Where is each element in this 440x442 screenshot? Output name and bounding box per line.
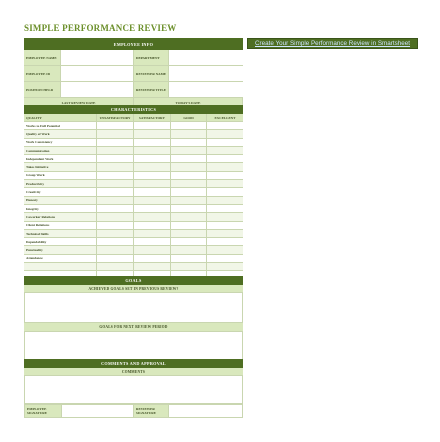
rating-cell[interactable]: [97, 147, 134, 154]
column-header: GOOD: [171, 114, 207, 121]
employee-info-field[interactable]: [169, 50, 243, 65]
rating-cell[interactable]: [207, 139, 243, 146]
table-row: [24, 155, 243, 163]
rating-cell[interactable]: [134, 188, 171, 195]
rating-cell[interactable]: [97, 238, 134, 245]
characteristics-column-headers: [24, 114, 243, 122]
page-title: SIMPLE PERFORMANCE REVIEW: [24, 23, 177, 33]
employee-info-label: REVIEWER NAME: [134, 66, 169, 81]
rating-cell[interactable]: [134, 139, 171, 146]
rating-cell[interactable]: [97, 139, 134, 146]
achieved-goals-field[interactable]: [24, 292, 243, 323]
rating-cell[interactable]: [97, 122, 134, 129]
rating-cell[interactable]: [171, 213, 207, 220]
rating-cell[interactable]: [97, 130, 134, 137]
rating-cell[interactable]: [171, 197, 207, 204]
quality-label: Technical Skills: [24, 230, 97, 237]
table-row: [24, 213, 243, 221]
table-row: [24, 163, 243, 171]
rating-cell[interactable]: [134, 197, 171, 204]
rating-cell[interactable]: [207, 238, 243, 245]
quality-label: Creativity: [24, 188, 97, 195]
rating-cell[interactable]: [207, 205, 243, 212]
employee-info-label: EMPLOYEE ID: [24, 66, 61, 81]
rating-cell[interactable]: [207, 263, 243, 270]
rating-cell[interactable]: [171, 155, 207, 162]
rating-cell[interactable]: [171, 130, 207, 137]
comments-label: COMMENTS: [24, 368, 243, 375]
employee-info-label: POSITION HELD: [24, 82, 61, 97]
rating-cell[interactable]: [171, 238, 207, 245]
quality-label: Coworker Relations: [24, 213, 97, 220]
rating-cell[interactable]: [171, 122, 207, 129]
employee-info-row: [24, 82, 243, 98]
column-header: EXCELLENT: [207, 114, 243, 121]
rating-cell[interactable]: [171, 180, 207, 187]
quality-label: Productivity: [24, 180, 97, 187]
rating-cell[interactable]: [207, 163, 243, 170]
rating-cell[interactable]: [134, 122, 171, 129]
quality-label: Dependability: [24, 238, 97, 245]
rating-cell[interactable]: [134, 155, 171, 162]
table-row: [24, 147, 243, 155]
rating-cell[interactable]: [207, 197, 243, 204]
rating-cell[interactable]: [171, 255, 207, 262]
rating-cell[interactable]: [97, 246, 134, 253]
rating-cell[interactable]: [134, 130, 171, 137]
rating-cell[interactable]: [134, 246, 171, 253]
rating-cell[interactable]: [207, 230, 243, 237]
achieved-goals-label: ACHIEVED GOALS SET IN PREVIOUS REVIEW?: [24, 285, 243, 292]
quality-label: Communication: [24, 147, 97, 154]
column-header: SATISFACTORY: [134, 114, 171, 121]
signature-row: [24, 404, 243, 418]
rating-cell[interactable]: [171, 230, 207, 237]
rating-cell[interactable]: [134, 205, 171, 212]
rating-cell[interactable]: [207, 172, 243, 179]
rating-cell[interactable]: [171, 222, 207, 229]
rating-cell[interactable]: [171, 172, 207, 179]
reviewer-signature-label: REVIEWER SIGNATURE: [134, 405, 169, 417]
employee-info-label: REVIEWER TITLE: [134, 82, 169, 97]
rating-cell[interactable]: [97, 263, 134, 270]
rating-cell[interactable]: [97, 188, 134, 195]
rating-cell[interactable]: [97, 197, 134, 204]
quality-label: [24, 263, 97, 270]
quality-label: Independent Work: [24, 155, 97, 162]
rating-cell[interactable]: [171, 188, 207, 195]
rating-cell[interactable]: [171, 263, 207, 270]
quality-label: Client Relations: [24, 222, 97, 229]
table-row: [24, 172, 243, 180]
rating-cell[interactable]: [171, 246, 207, 253]
rating-cell[interactable]: [97, 180, 134, 187]
employee-info-field[interactable]: [169, 66, 243, 81]
rating-cell[interactable]: [171, 139, 207, 146]
comments-field[interactable]: [24, 375, 243, 404]
rating-cell[interactable]: [97, 163, 134, 170]
next-goals-field[interactable]: [24, 331, 243, 360]
rating-cell[interactable]: [207, 122, 243, 129]
rating-cell[interactable]: [97, 255, 134, 262]
employee-info-row: [24, 50, 243, 66]
rating-cell[interactable]: [134, 147, 171, 154]
employee-signature-field[interactable]: [62, 405, 134, 417]
rating-cell[interactable]: [134, 230, 171, 237]
table-row: [24, 222, 243, 230]
employee-info-field[interactable]: [169, 82, 243, 97]
next-goals-label: GOALS FOR NEXT REVIEW PERIOD: [24, 323, 243, 331]
employee-signature-label: EMPLOYEE SIGNATURE: [25, 405, 62, 417]
rating-cell[interactable]: [171, 147, 207, 154]
rating-cell[interactable]: [97, 205, 134, 212]
promo-banner[interactable]: [247, 38, 418, 49]
table-row: [24, 255, 243, 263]
employee-info-field[interactable]: [61, 66, 134, 81]
table-row: [24, 122, 243, 130]
rating-cell[interactable]: [97, 213, 134, 220]
rating-cell[interactable]: [97, 222, 134, 229]
rating-cell[interactable]: [207, 180, 243, 187]
rating-cell[interactable]: [134, 255, 171, 262]
table-row: [24, 230, 243, 238]
rating-cell[interactable]: [207, 147, 243, 154]
employee-info-header: EMPLOYEE INFO: [24, 38, 243, 50]
smartsheet-link[interactable]: Create Your Simple Performance Review in Smartsheet: [254, 40, 411, 47]
rating-cell[interactable]: [207, 188, 243, 195]
comments-section: [24, 359, 243, 418]
quality-label: Work Consistency: [24, 139, 97, 146]
goals-section: [24, 276, 243, 360]
rating-cell[interactable]: [207, 130, 243, 137]
rating-cell[interactable]: [207, 155, 243, 162]
quality-label: Attendance: [24, 255, 97, 262]
table-row: [24, 180, 243, 188]
rating-cell[interactable]: [171, 163, 207, 170]
quality-label: Punctuality: [24, 246, 97, 253]
table-row: [24, 188, 243, 196]
rating-cell[interactable]: [134, 172, 171, 179]
rating-cell[interactable]: [207, 213, 243, 220]
employee-info-row: [24, 66, 243, 82]
quality-label: Works to Full Potential: [24, 122, 97, 129]
table-row: [24, 263, 243, 271]
last-review-date-label: LAST REVIEW DATE: [24, 98, 134, 107]
characteristics-header: CHARACTERISTICS: [24, 105, 243, 114]
table-row: [24, 246, 243, 254]
rating-cell[interactable]: [97, 172, 134, 179]
quality-label: Quality of Work: [24, 130, 97, 137]
rating-cell[interactable]: [134, 163, 171, 170]
rating-cell[interactable]: [97, 230, 134, 237]
rating-cell[interactable]: [134, 222, 171, 229]
employee-info-section: [24, 38, 243, 108]
characteristics-section: [24, 105, 243, 305]
column-header: UNSATISFACTORY: [97, 114, 134, 121]
rating-cell[interactable]: [207, 255, 243, 262]
rating-cell[interactable]: [171, 205, 207, 212]
employee-info-label: DEPARTMENT: [134, 50, 169, 65]
rating-cell[interactable]: [134, 263, 171, 270]
quality-label: Group Work: [24, 172, 97, 179]
comments-header: COMMENTS AND APPROVAL: [24, 359, 243, 368]
column-header: QUALITY: [24, 114, 97, 121]
rating-cell[interactable]: [134, 238, 171, 245]
employee-info-label: EMPLOYEE NAME: [24, 50, 61, 65]
rating-cell[interactable]: [97, 155, 134, 162]
table-row: [24, 205, 243, 213]
quality-label: Integrity: [24, 205, 97, 212]
reviewer-signature-field[interactable]: [169, 405, 242, 417]
employee-info-field[interactable]: [61, 82, 134, 97]
table-row: [24, 197, 243, 205]
rating-cell[interactable]: [134, 180, 171, 187]
quality-label: Takes Initiative: [24, 163, 97, 170]
table-row: [24, 238, 243, 246]
quality-label: Honesty: [24, 197, 97, 204]
employee-info-field[interactable]: [61, 50, 134, 65]
rating-cell[interactable]: [207, 222, 243, 229]
goals-header: GOALS: [24, 276, 243, 285]
table-row: [24, 139, 243, 147]
todays-date-label: TODAY'S DATE: [134, 98, 243, 107]
rating-cell[interactable]: [134, 213, 171, 220]
rating-cell[interactable]: [207, 246, 243, 253]
table-row: [24, 130, 243, 138]
